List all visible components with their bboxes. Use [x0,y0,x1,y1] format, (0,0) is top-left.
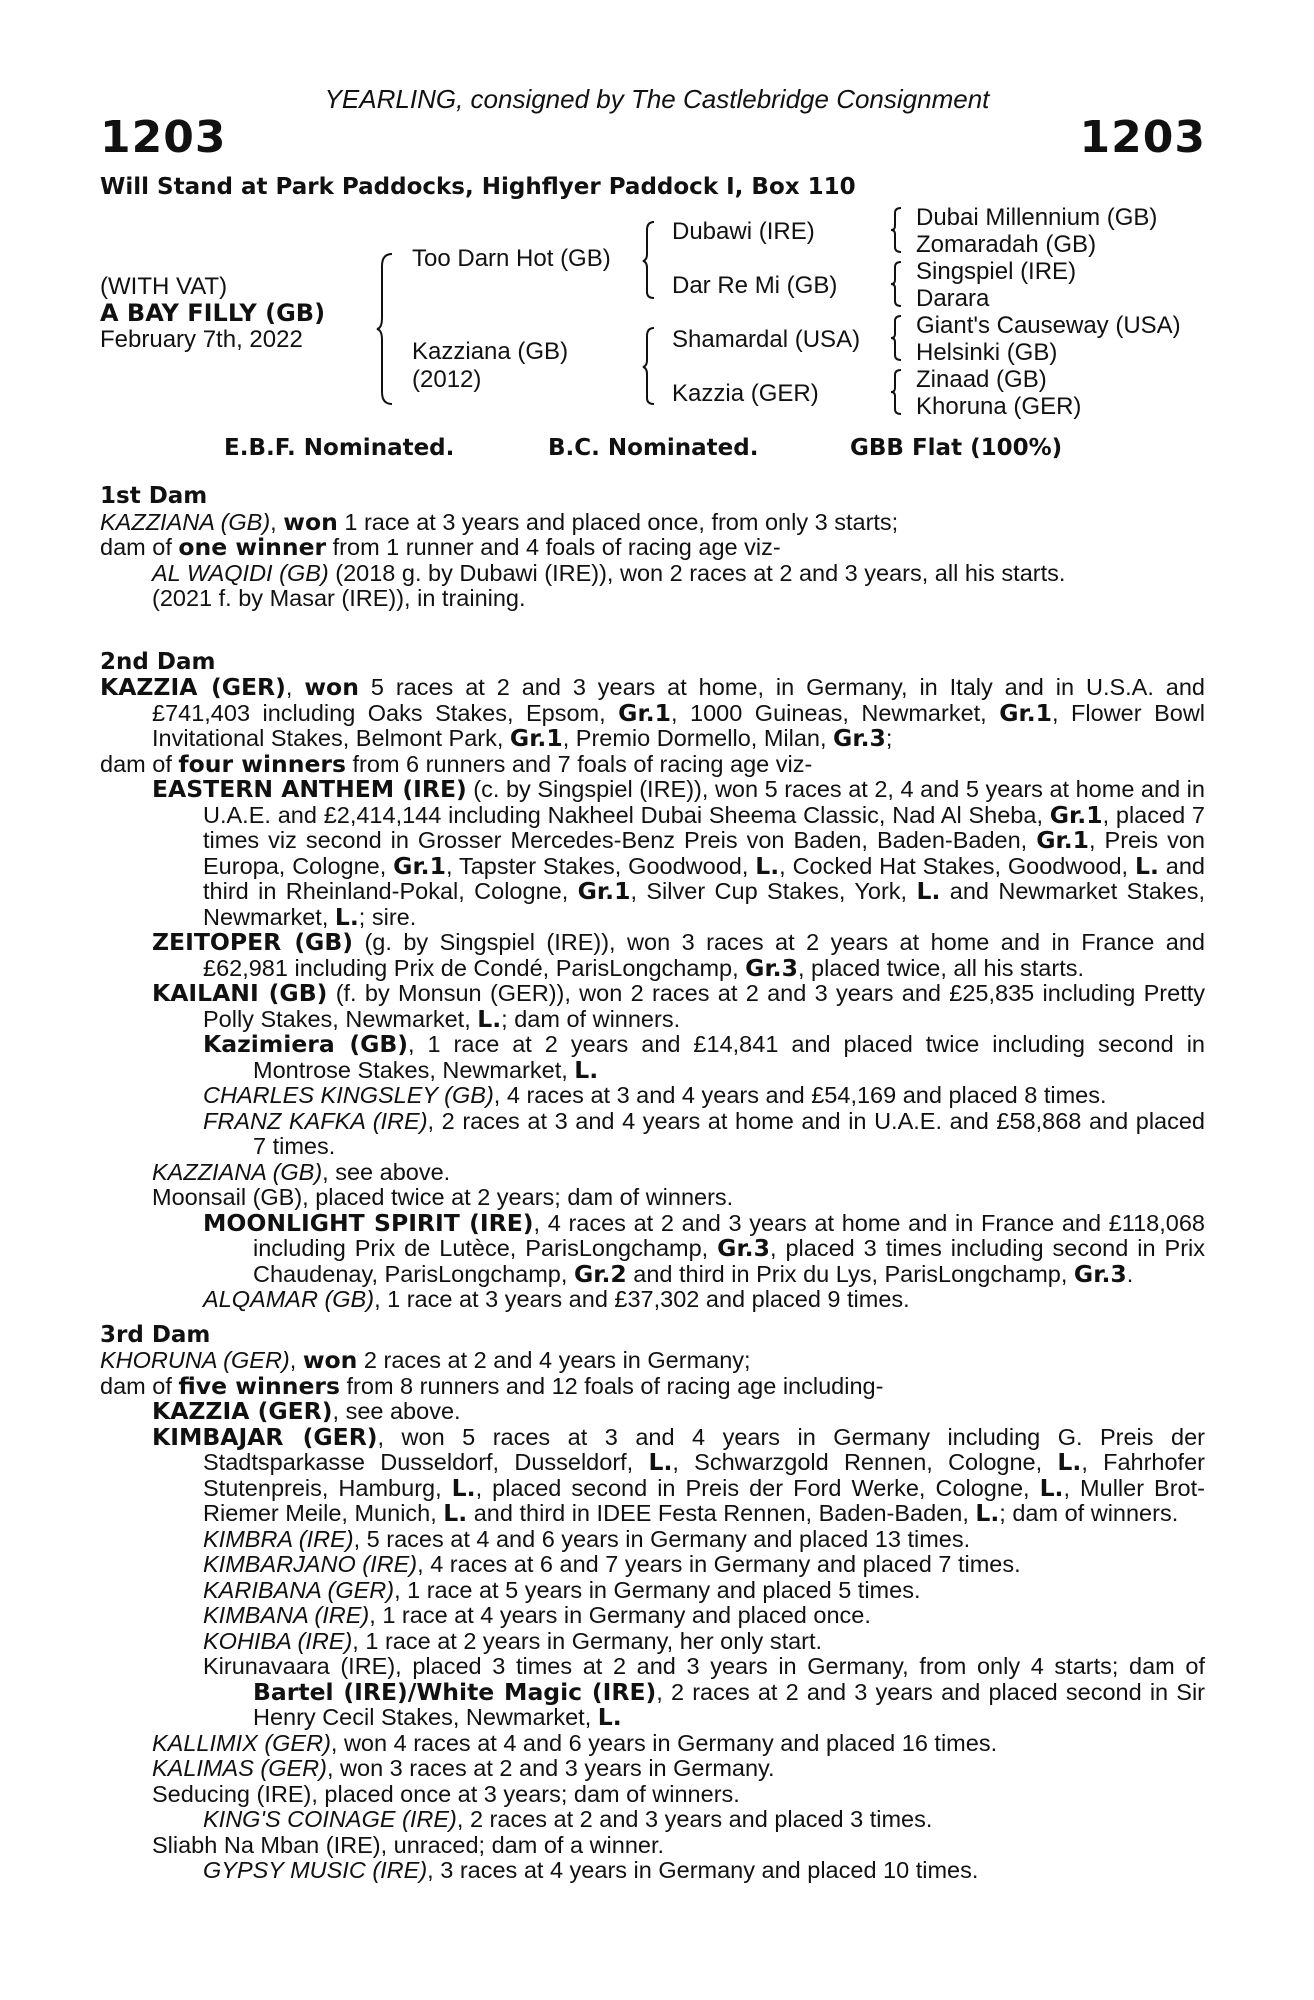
gdam-4: Darara [916,285,990,312]
bracket-main [376,252,396,406]
catalogue-body [100,484,1205,1884]
dam3-entry-kimbra: KIMBRA (IRE), 5 races at 4 and 6 years in Germany and placed 13 times. [203,1525,971,1552]
gdam-5: Giant's Causeway (USA) [916,312,1181,339]
ebf-nominated: E.B.F. Nominated. [224,435,455,461]
lot-number-right: 1203 [1079,112,1206,163]
dam3-entry-kimbajar: KIMBAJAR (GER), won 5 races at 3 and 4 years in Germany including G. Preis der Stadtsparkasse Dusseldorf, Dusseldorf, L., Schwarzgold Rennen, Cologne, L., Fahrhofer Stutenpreis, Hamburg, L., placed second in Preis der Ford Werke, Cologne, L., Muller Brot-Riemer Meile, Munich, L. and third in IDEE Festa Rennen, Baden-Baden, L.; dam of winners. [152,1422,1205,1527]
dam1-produce: dam of one winner from 1 runner and 4 foals of racing age viz- [100,533,781,561]
dam3-entry-kazzia: KAZZIA (GER), see above. [152,1397,461,1425]
dam-sire: Shamardal (USA) [672,326,861,353]
dam-dam: Kazzia (GER) [672,380,819,407]
section-heading-3rd-dam: 3rd Dam [100,1321,211,1348]
horse-name: A BAY FILLY (GB) [100,299,326,327]
section-heading-2nd-dam: 2nd Dam [100,648,216,675]
gbb-flat: GBB Flat (100%) [850,435,1063,461]
dam2-produce: dam of four winners from 6 runners and 7 foals of racing age viz- [100,749,813,778]
gdam-2: Zomaradah (GB) [916,231,1097,258]
dam3-entry-kalimas: KALIMAS (GER), won 3 races at 2 and 3 years in Germany. [152,1755,775,1781]
bracket-dam [642,326,658,406]
gdam-1: Dubai Millennium (GB) [916,204,1158,231]
dam2-entry-zeitoper: ZEITOPER (GB) (g. by Singspiel (IRE)), won 3 races at 2 years at home and in France and £62,981 including Prix de Condé, ParisLongchamp, Gr.3, placed twice, all his starts. [152,928,1205,982]
gdam-3: Singspiel (IRE) [916,258,1077,285]
gdam-6: Helsinki (GB) [916,339,1058,366]
sire-sire: Dubawi (IRE) [672,218,815,245]
dam2-entry-alqamar: ALQAMAR (GB), 1 race at 3 years and £37,302 and placed 9 times. [203,1286,910,1312]
gdam-7: Zinaad (GB) [916,366,1047,393]
dam3-summary: KHORUNA (GER), won 2 races at 2 and 4 years in Germany; [100,1346,751,1374]
bracket-g3 [890,314,904,362]
dam3-entry-kirunavaara: Kirunavaara (IRE), placed 3 times at 2 and 3 years in Germany, from only 4 starts; dam of Bartel (IRE)/White Magic (IRE), 2 races at 2 and 3 years and placed second in Sir Henry Cecil Stakes, Newmarket, L. [203,1653,1205,1731]
dam3-entry-karibana: KARIBANA (GER), 1 race at 5 years in Germany and placed 5 times. [203,1576,921,1603]
gdam-8: Khoruna (GER) [916,393,1082,420]
horse-dob: February 7th, 2022 [100,326,303,353]
dam1-foal-1: AL WAQIDI (GB) (2018 g. by Dubawi (IRE)), won 2 races at 2 and 3 years, all his starts. [152,559,1066,586]
sire-dam: Dar Re Mi (GB) [672,272,838,299]
dam2-entry-kailani: KAILANI (GB) (f. by Monsun (GER)), won 2 races at 2 and 3 years and £25,835 including Pretty Polly Stakes, Newmarket, L.; dam of winners. [152,979,1206,1033]
sire-name: Too Darn Hot (GB) [412,245,611,272]
bc-nominated: B.C. Nominated. [548,435,759,461]
dam3-entry-kimbana: KIMBANA (IRE), 1 race at 4 years in Germany and placed once. [203,1602,871,1628]
dam3-produce: dam of five winners from 8 runners and 12 foals of racing age including- [100,1371,884,1400]
bracket-g2 [890,260,904,308]
dam2-entry-franz-kafka: FRANZ KAFKA (IRE), 2 races at 3 and 4 years at home and in U.A.E. and £58,868 and placed 7 times. [203,1107,1205,1159]
stand-location: Will Stand at Park Paddocks, Highflyer Paddock I, Box 110 [100,174,856,200]
dam3-entry-kohiba: KOHIBA (IRE), 1 race at 2 years in Germany, her only start. [203,1627,823,1654]
consignment-line: YEARLING, consigned by The Castlebridge Consignment [324,84,990,114]
dam1-foal-2: (2021 f. by Masar (IRE)), in training. [152,585,526,611]
bracket-g4 [890,368,904,416]
section-heading-1st-dam: 1st Dam [100,483,208,509]
dam2-summary: KAZZIA (GER), won 5 races at 2 and 3 years at home, in Germany, in Italy and in U.S.A. and £741,403 including Oaks Stakes, Epsom, Gr.1, 1000 Guineas, Newmarket, Gr.1, Flower Bowl Invitational Stakes, Belmont Park, Gr.1, Premio Dormello, Milan, Gr.3; [100,673,1206,752]
dam2-entry-eastern-anthem: EASTERN ANTHEM (IRE) (c. by Singspiel (IRE)), won 5 races at 2, 4 and 5 years at home and in U.A.E. and £2,414,144 including Nakheel Dubai Sheema Classic, Nad Al Sheba, Gr.1, placed 7 times viz second in Grosser Mercedes-Benz Preis von Baden, Baden-Baden, Gr.1, Preis von Europa, Cologne, Gr.1, Tapster Stakes, Goodwood, L., Cocked Hat Stakes, Goodwood, L. and third in Rheinland-Pokal, Cologne, Gr.1, Silver Cup Stakes, York, L. and Newmarket Stakes, Newmarket, L.; sire. [152,775,1206,931]
dam2-entry-moonsail: Moonsail (GB), placed twice at 2 years; dam of winners. [152,1184,734,1210]
dam2-entry-kazimiera: Kazimiera (GB), 1 race at 2 years and £14,841 and placed twice including second in Montrose Stakes, Newmarket, L. [203,1030,1205,1084]
lot-number-left: 1203 [100,112,227,163]
vat-note: (WITH VAT) [100,273,228,300]
dam2-entry-charles-kingsley: CHARLES KINGSLEY (GB), 4 races at 3 and 4 years and £54,169 and placed 8 times. [203,1082,1107,1108]
dam3-entry-kimbarjano: KIMBARJANO (IRE), 4 races at 6 and 7 years in Germany and placed 7 times. [203,1551,1021,1577]
dam3-entry-kings-coinage: KING'S COINAGE (IRE), 2 races at 2 and 3 years and placed 3 times. [203,1806,933,1832]
dam1-summary: KAZZIANA (GB), won 1 race at 3 years and placed once, from only 3 starts; [100,507,899,536]
dam2-entry-kazziana: KAZZIANA (GB), see above. [152,1158,451,1185]
dam3-entry-kallimix: KALLIMIX (GER), won 4 races at 4 and 6 years in Germany and placed 16 times. [152,1729,998,1756]
dam3-entry-gypsy-music: GYPSY MUSIC (IRE), 3 races at 4 years in Germany and placed 10 times. [203,1857,979,1883]
dam-name: Kazziana (GB) [412,338,569,365]
dam2-entry-moonlight-spirit: MOONLIGHT SPIRIT (IRE), 4 races at 2 and 3 years at home and in France and £118,068 including Prix de Lutèce, ParisLongchamp, Gr.3, placed 3 times including second in Prix Chaudenay, ParisLongchamp, Gr.2 and third in Prix du Lys, ParisLongchamp, Gr.3. [203,1208,1205,1288]
dam3-entry-seducing: Seducing (IRE), placed once at 3 years; dam of winners. [152,1780,740,1807]
dam-year: (2012) [412,366,482,393]
bracket-g1 [890,206,904,254]
bracket-sire [642,220,658,300]
dam3-entry-sliabh-na-mban: Sliabh Na Mban (IRE), unraced; dam of a winner. [152,1831,665,1858]
